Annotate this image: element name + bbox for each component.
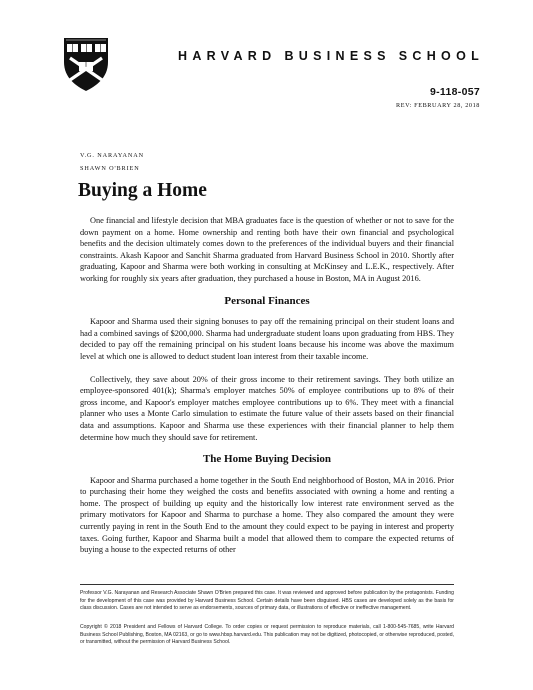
wordmark-school: SCHOOL: [398, 49, 485, 63]
section-heading-personal-finances: Personal Finances: [224, 294, 310, 307]
wordmark-business: BUSINESS: [284, 49, 391, 63]
copyright-footnote: Copyright © 2018 President and Fellows of Harvard College. To order copies or request permission to reproduce materials, call 1-800-545-7685, write Harvard Business School Publishing, Boston, MA 02163, or go to www.hbsp.harvard.edu. This publication may not be digitized, photocopied, or otherwise reproduced, posted, or transmitted, without the permission of Harvard Business School.: [80, 624, 454, 646]
intro-paragraph: One financial and lifestyle decision that MBA graduates face is the question of whether or not to save for the down payment on a home. Home ownership and renting both have their own financial and psychological benefits and the decision ultimately comes down to the preferences of the individual buyers and their financial constraints. Akash Kapoor and Sanchit Sharma graduated from Harvard Business School in 2010. Shortly after graduating, Kapoor and Sharma were both working in consulting at McKinsey and L.E.K., respectively. After working for roughly six years after graduation, they purchased a house in Boston, MA in August 2016.: [80, 216, 454, 283]
section-heading-home-buying: The Home Buying Decision: [202, 453, 332, 466]
case-number: 9-118-057: [430, 86, 480, 98]
body-paragraph: Kapoor and Sharma used their signing bonuses to pay off the remaining principal on their student loans and had a combined savings of $200,000. Sharma had undergraduate student loans upon graduating from HBS. They decided to pay off the remaining principal on his student loans because his income was above the maximum level at which one is allowed to deduct student loan interest from their taxable income.: [80, 317, 454, 361]
case-body: [80, 215, 454, 567]
wordmark-harvard: HARVARD: [178, 49, 277, 63]
school-wordmark: [178, 46, 485, 66]
footnote-divider: [80, 584, 454, 585]
preparation-footnote: Professor V.G. Narayanan and Research Associate Shawn O'Brien prepared this case. It was reviewed and approved before publication by the protagonists. Funding for the development of this case was provided by Harvard Business School. Certain details have been disguised. HBS cases are developed solely as the basis for class discussion. Cases are not intended to serve as endorsements, sources of primary data, or illustrations of effective or ineffective management.: [80, 590, 454, 612]
veritas-shield-icon: [62, 36, 110, 92]
author-name: V.G. NARAYANAN: [80, 152, 144, 159]
revision-date: REV: FEBRUARY 28, 2018: [395, 102, 480, 109]
body-paragraph: Kapoor and Sharma purchased a home together in the South End neighborhood of Boston, MA in 2016. Prior to purchasing their home they weighed the costs and benefits associated with owning a home and renting a home. The prospect of building up equity and the historically low interest rate environment served as the primary motivators for Kapoor and Sharma to purchase a home. They also compared the amount they were currently paying in rent in the South End to the amount they could expect to be paying in interest and property taxes. Going further, Kapoor and Sharma built a model that allowed them to compare the expected returns of buying a house to the expected returns of other: [80, 475, 454, 555]
case-title: Buying a Home: [78, 180, 207, 201]
body-paragraph: Collectively, they save about 20% of their gross income to their retirement savings. They both utilize an employee-sponsored 401(k); Sharma's employer matches 50% of employee contributions up to 8% of their gross income, and Kapoor's employer matches employee contributions up to 6%. They meet with a financial planner who uses a Monte Carlo simulation to estimate the future value of their assets based on their financial data and assumptions. Kapoor and Sharma use these experiences with their financial planner to help them determine how much they should save for retirement.: [80, 374, 454, 442]
author-name: SHAWN O'BRIEN: [80, 165, 140, 172]
